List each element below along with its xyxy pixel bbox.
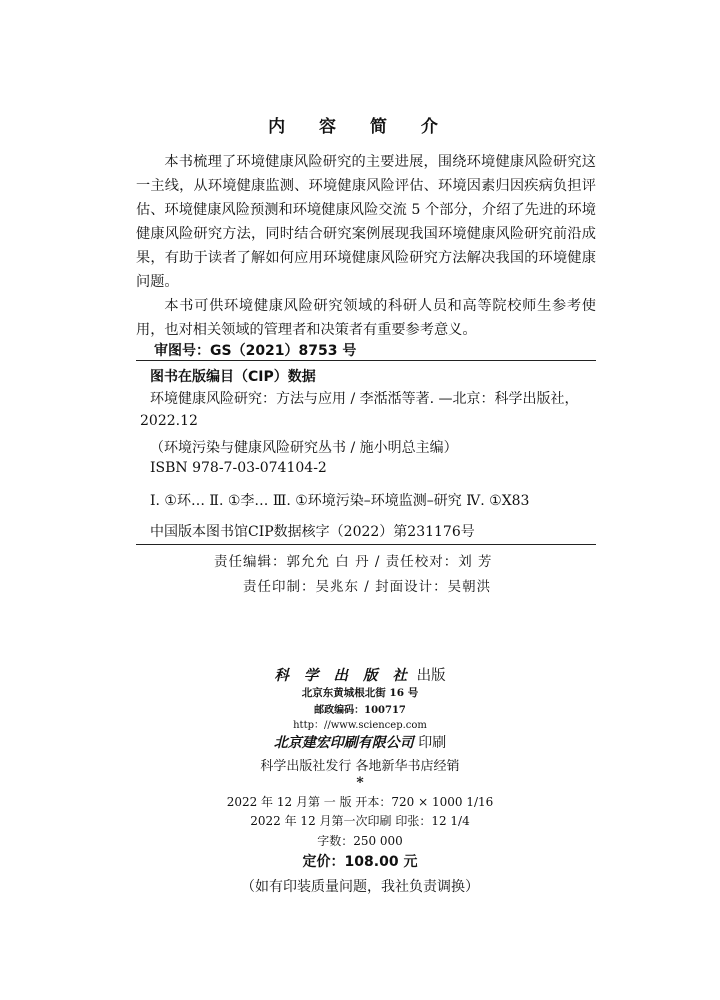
cip-classification-line: Ⅰ. ①环… Ⅱ. ①李… Ⅲ. ①环境污染–环境监测–研究 Ⅳ. ①X83 xyxy=(150,493,530,509)
publisher-line xyxy=(0,664,720,685)
publisher-logo-text: 科 学 出 版 社 xyxy=(274,667,413,684)
divider-top xyxy=(136,360,596,361)
publisher-postcode: 邮政编码：100717 xyxy=(314,705,406,716)
cip-title-line: 环境健康风险研究：方法与应用 / 李湉湉等著. —北京：科学出版社， xyxy=(150,391,579,407)
quality-notice: （如有印装质量问题，我社负责调换） xyxy=(241,879,479,895)
intro-paragraph-2: 本书可供环境健康风险研究领域的科研人员和高等院校师生参考使用，也对相关领域的管理者和决策者有重要参考意义。 xyxy=(136,298,596,338)
cip-date-line: 2022.12 xyxy=(140,413,198,429)
distribution-line: 科学出版社发行 各地新华书店经销 xyxy=(260,759,460,774)
price: 定价：108.00 元 xyxy=(302,854,418,870)
cip-heading: 图书在版编目（CIP）数据 xyxy=(150,369,316,385)
printer-name: 北京建宏印刷有限公司 xyxy=(273,735,414,751)
cip-series-line: （环境污染与健康风险研究丛书 / 施小明总主编） xyxy=(150,440,458,456)
intro-paragraph-1: 本书梳理了环境健康风险研究的主要进展，围绕环境健康风险研究这一主线，从环境健康监测、环境健康风险评估、环境因素归因疾病负担评估、环境健康风险预测和环境健康风险交流 5 个部分，介绍了先进的环境健康风险研究方法，同时结合研究案例展现我国环境健康风险研究前沿成果，有助于读者了解如何应用环境健康风险研究方法解决我国的环境健康问题。 xyxy=(136,154,596,290)
cip-record-number: 中国版本图书馆CIP数据核字（2022）第231176号 xyxy=(150,524,475,540)
map-approval-number: 审图号：GS（2021）8753 号 xyxy=(154,343,357,359)
edition-line: 2022 年 12 月第 一 版 开本：720 × 1000 1/16 xyxy=(226,795,494,809)
page-title: 内 容 简 介 xyxy=(268,117,452,137)
printing-line: 2022 年 12 月第一次印刷 印张：12 1/4 xyxy=(250,814,470,828)
publisher-address: 北京东黄城根北街 16 号 xyxy=(301,687,419,699)
separator-asterisk: * xyxy=(356,775,364,791)
credits-printing-design-line: 责任印制：吴兆东 / 封面设计：吴朝洪 xyxy=(243,579,492,595)
printer-suffix: 印刷 xyxy=(413,735,447,751)
cip-isbn-line: ISBN 978-7-03-074104-2 xyxy=(150,460,327,476)
book-introduction xyxy=(136,150,596,342)
word-count: 字数：250 000 xyxy=(317,834,403,848)
publisher-url: http：//www.sciencep.com xyxy=(293,720,427,731)
divider-bottom xyxy=(136,544,596,545)
publisher-suffix: 出版 xyxy=(412,668,446,684)
printer-line xyxy=(0,732,720,752)
credits-editors-line: 责任编辑：郭允允 白 丹 / 责任校对：刘 芳 xyxy=(214,554,493,570)
